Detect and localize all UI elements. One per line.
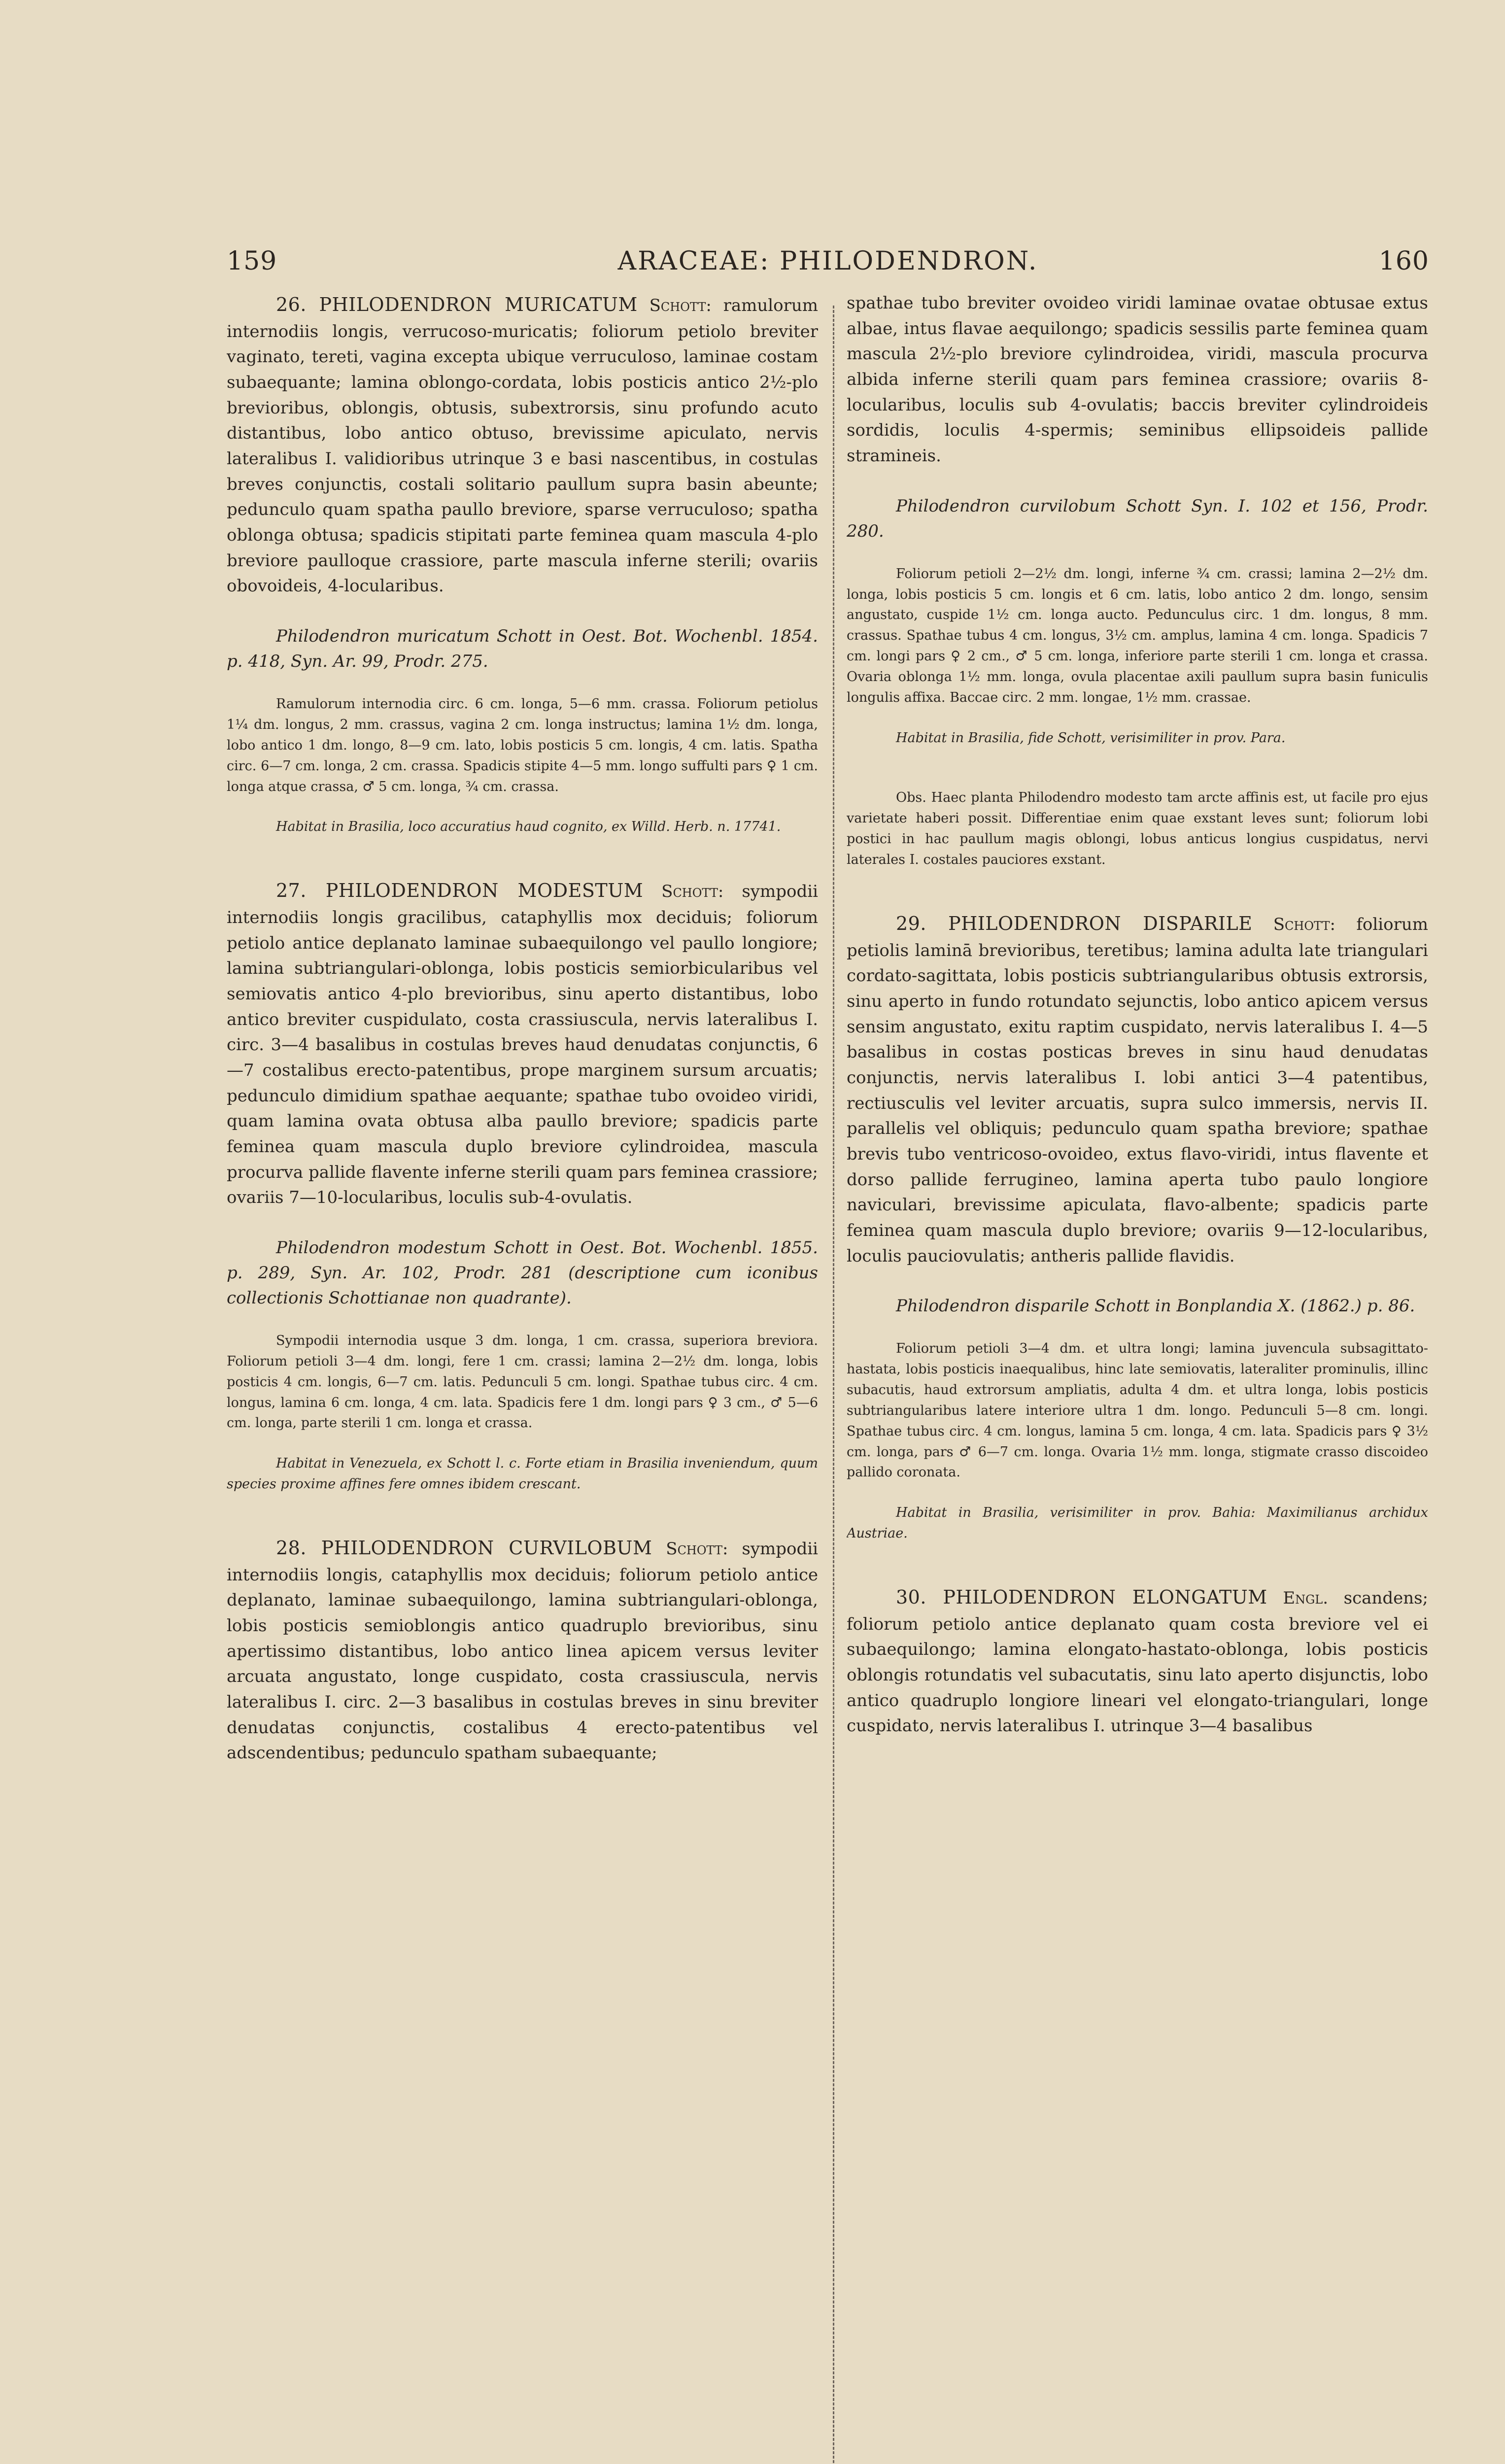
left-column (227, 291, 818, 1791)
species-28-observation: Obs. Haec planta Philodendro modesto tam arcte affinis est, ut facile pro ejus varietate haberi possit. Differentiae enim quae exstant leves sunt; foliorum lobi postici in hac paullum magis oblongi, lobus anticus longius cuspidatus, nervi laterales I. costales pauciores exstant. (847, 790, 1428, 867)
column-divider (833, 306, 834, 2464)
species-26-reference: Philodendron muricatum Schott in Oest. Bot. Wochenbl. 1854. p. 418, Syn. Ar. 99, Prodr. 275. (227, 626, 818, 672)
page-number-left: 159 (227, 246, 277, 276)
species-30-author: Engl. (1283, 1588, 1329, 1608)
species-27-measurements: Sympodii internodia usque 3 dm. longa, 1 cm. crassa, superiora breviora. Foliorum petioli 3—4 dm. longi, fere 1 cm. crassi; lamina 2—2½ dm. longa, lobis posticis 4 cm. longis, 6—7 cm. latis. Pedunculi 5 cm. longi. Spathae tubus circ. 4 cm. longus, lamina 6 cm. longa, 4 cm. lata. Spadicis fere 1 dm. longi pars ♀ 3 cm., ♂ 5—6 cm. longa, parte sterili 1 cm. longa et crassa. (227, 1333, 818, 1431)
species-28-description-continued: spathae tubo breviter ovoideo viridi laminae ovatae obtusae extus albae, intus flavae aequilongo; spadicis sessilis parte feminea quam mascula 2½-plo breviore cylindroidea, viridi, mascula procurva albida inferne sterili quam pars feminea crassiore; ovariis 8-locularibus, loculis sub 4-ovulatis; baccis breviter cylindroideis sordidis, loculis 4-spermis; seminibus ellipsoideis pallide stramineis. (847, 293, 1428, 466)
species-30-heading: 30. PHILODENDRON ELONGATUM (896, 1586, 1267, 1608)
species-27-description (227, 877, 818, 1211)
species-28-habitat: Habitat in Brasilia, fide Schott, verisimiliter in prov. Para. (896, 730, 1286, 746)
running-header (227, 246, 1429, 286)
running-title: ARACEAE: PHILODENDRON. (617, 246, 1038, 276)
page-number-right: 160 (1378, 246, 1429, 276)
species-26-measurements: Ramulorum internodia circ. 6 cm. longa, 5—6 mm. crassa. Foliorum petiolus 1¼ dm. longus, 2 mm. crassus, vagina 2 cm. longa instructus; lamina 1½ dm. longa, lobo antico 1 dm. longo, 8—9 cm. lato, lobis posticis 5 cm. longis, 4 cm. latis. Spatha circ. 6—7 cm. longa, 2 cm. crassa. Spadicis stipite 4—5 mm. longo suffulti pars ♀ 1 cm. longa atque crassa, ♂ 5 cm. longa, ¾ cm. crassa. (227, 696, 818, 794)
species-26-heading: 26. PHILODENDRON MURICATUM (276, 294, 638, 315)
species-28-text: : sympodii internodiis longis, cataphyllis mox deciduis; foliorum petiolo antice deplanato, laminae subaequilongo, lamina subtriangulari-oblonga, lobis posticis semioblongis antico quadruplo brevioribus, sinu apertissimo distantibus, lobo antico linea apicem versus leviter arcuata angustato, longe cuspidato, costa crassiuscula, nervis lateralibus I. circ. 2—3 basalibus in costulas breves in sinu breviter denudatas conjunctis, costalibus 4 erecto-patentibus vel adscendentibus; pedunculo spatham subaequante; (227, 1539, 818, 1763)
species-27-heading: 27. PHILODENDRON MODESTUM (276, 880, 644, 902)
right-column (847, 291, 1428, 1764)
species-29-text: : foliorum petiolis laminā brevioribus, teretibus; lamina adulta late triangulari cordato-sagittata, lobis posticis subtriangularibus obtusis extrorsis, sinu aperto in fundo rotundato sejunctis, lobo antico apicem versus sensim angustato, exitu raptim cuspidato, nervis lateralibus I. 4—5 basalibus in costas posticas breves in sinu haud denudatas conjunctis, nervis lateralibus I. lobi antici 3—4 patentibus, rectiusculis vel leviter arcuatis, supra sulco immersis, nervis II. parallelis vel obliquis; pedunculo quam spatha breviore; spathae brevis tubo ventricoso-ovoideo, extus flavo-viridi, intus flavente et dorso pallide ferrugineo, lamina aperta tubo paulo longiore naviculari, brevissime apiculata, flavo-albente; spadicis parte feminea quam mascula duplo breviore; ovariis 9—12-locularibus, loculis pauciovulatis; antheris pallide flavidis. (847, 914, 1428, 1266)
species-27-text: : sympodii internodiis longis gracilibus, cataphyllis mox deciduis; foliorum petiolo antice deplanato laminae subaequilongo vel paullo longiore; lamina subtriangulari-oblonga, lobis posticis semiorbicularibus vel semiovatis antico 4-plo brevioribus, sinu aperto distantibus, lobo antico breviter cuspidulato, costa crassiuscula, nervis lateralibus I. circ. 3—4 basalibus in costulas breves haud denudatas conjunctis, 6—7 costalibus erecto-patentibus, prope marginem sursum arcuatis; pedunculo dimidium spathae aequante; spathae tubo ovoideo viridi, quam lamina ovata obtusa alba paullo breviore; spadicis parte feminea quam mascula duplo breviore cylindroidea, mascula procurva pallide flavente inferne sterili quam pars feminea crassiore; ovariis 7—10-locularibus, loculis sub-4-ovulatis. (227, 882, 818, 1208)
species-26-habitat: Habitat in Brasilia, loco accuratius haud cognito, ex Willd. Herb. n. 17741. (276, 819, 781, 835)
species-27-habitat: Habitat in Venezuela, ex Schott l. c. Forte etiam in Brasilia inveniendum, quum species proxime affines fere omnes ibidem crescant. (227, 1456, 818, 1492)
species-28-description (227, 1534, 818, 1766)
species-29-reference: Philodendron disparile Schott in Bonplandia X. (1862.) p. 86. (896, 1296, 1415, 1316)
species-28-heading: 28. PHILODENDRON CURVILOBUM (276, 1537, 652, 1559)
species-30-text: scandens; foliorum petiolo antice deplanato quam costa breviore vel ei subaequilongo; lamina elongato-hastato-oblonga, lobis posticis oblongis rotundatis vel subacutatis, sinu lato aperto disjunctis, lobo antico quadruplo longiore lineari vel elongato-triangulari, longe cuspidato, nervis lateralibus I. utrinque 3—4 basalibus (847, 1588, 1428, 1736)
species-26-author: Schott (649, 296, 706, 315)
species-29-heading: 29. PHILODENDRON DISPARILE (896, 912, 1253, 934)
species-27-author: Schott (661, 882, 718, 902)
species-29-measurements: Foliorum petioli 3—4 dm. et ultra longi; lamina juvencula subsagittato-hastata, lobis posticis inaequalibus, hinc late semiovatis, lateraliter prominulis, illinc subacutis, haud extrorsum ampliatis, adulta 4 dm. et ultra longa, lobis posticis subtriangularibus latere interiore ultra 1 dm. longo. Pedunculi 5—8 cm. longi. Spathae tubus circ. 4 cm. longus, lamina 5 cm. longa, 4 cm. lata. Spadicis pars ♀ 3½ cm. longa, pars ♂ 6—7 cm. longa. Ovaria 1½ mm. longa, stigmate crasso discoideo pallido coronata. (847, 1341, 1428, 1480)
species-26-text: : ramulorum internodiis longis, verrucoso-muricatis; foliorum petiolo breviter vaginato, tereti, vagina excepta ubique verruculoso, laminae costam subaequante; lamina oblongo-cordata, lobis posticis antico 2½-plo brevioribus, oblongis, obtusis, subextrorsis, sinu profundo acuto distantibus, lobo antico obtuso, brevissime apiculato, nervis lateralibus I. validioribus utrinque 3 e basi nascentibus, in costulas breves conjunctis, costali solitario paullum supra basin abeunte; pedunculo quam spatha paullo breviore, sparse verruculoso; spatha oblonga obtusa; spadicis stipitati parte feminea quam mascula 4-plo breviore paulloque crassiore, parte mascula inferne sterili; ovariis obovoideis, 4-locularibus. (227, 296, 818, 596)
species-29-description (847, 910, 1428, 1269)
species-30-description (847, 1583, 1428, 1739)
species-28-author: Schott (666, 1539, 723, 1559)
species-26-description (227, 291, 818, 599)
species-29-author: Schott (1273, 914, 1330, 934)
species-29-habitat: Habitat in Brasilia, verisimiliter in prov. Bahia: Maximilianus archidux Austriae. (847, 1505, 1428, 1541)
species-28-measurements: Foliorum petioli 2—2½ dm. longi, inferne ¾ cm. crassi; lamina 2—2½ dm. longa, lobis posticis 5 cm. longis et 6 cm. latis, lobo antico 2 dm. longo, sensim angustato, cuspide 1½ cm. longa aucto. Pedunculus circ. 1 dm. longus, 8 mm. crassus. Spathae tubus 4 cm. longus, 3½ cm. amplus, lamina 4 cm. longa. Spadicis 7 cm. longi pars ♀ 2 cm., ♂ 5 cm. longa, inferiore parte sterili 1 cm. longa et crassa. Ovaria oblonga 1½ mm. longa, ovula placentae axili paullum supra basin funiculis longulis affixa. Baccae circ. 2 mm. longae, 1½ mm. crassae. (847, 566, 1428, 705)
species-27-reference: Philodendron modestum Schott in Oest. Bot. Wochenbl. 1855. p. 289, Syn. Ar. 102, Prodr. 281 (descriptione cum iconibus collectionis Schottianae non quadrante). (227, 1238, 818, 1308)
species-28-reference: Philodendron curvilobum Schott Syn. I. 102 et 156, Prodr. 280. (847, 496, 1428, 541)
